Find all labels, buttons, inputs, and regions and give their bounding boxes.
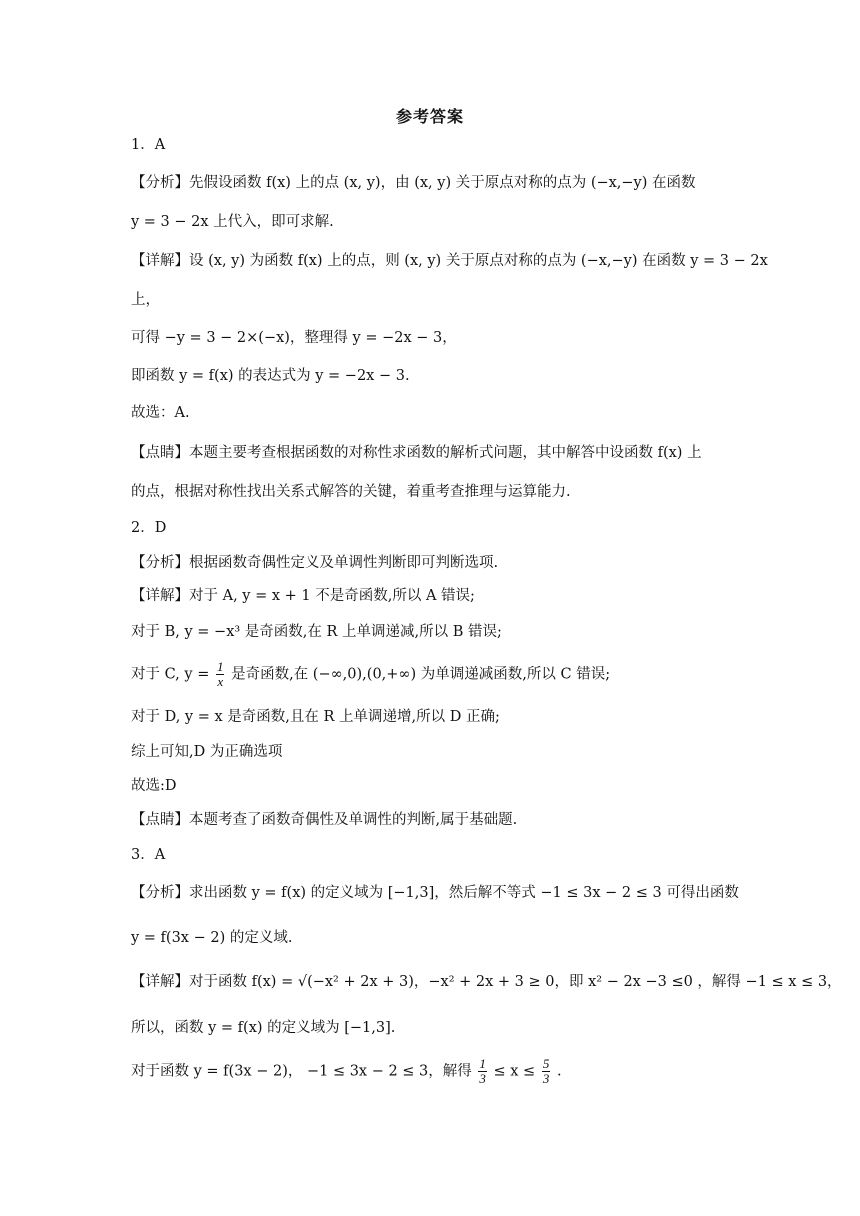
answer-2-comment: 【点睛】本题考查了函数奇偶性及单调性的判断,属于基础题. (131, 812, 518, 828)
answer-1-detail-line-2: 上， (131, 292, 160, 308)
answer-2-detail-c (131, 660, 610, 689)
fraction-numerator: 1 (479, 1056, 486, 1071)
answer-1-analysis-line-2: y = 3 − 2x 上代入，即可求解. (131, 214, 334, 230)
fraction-one-third (478, 1057, 487, 1086)
answer-3-detail-line-3 (131, 1057, 562, 1086)
detail-c-rest: 是奇函数,在 (−∞,0),(0,+∞) 为单调递减函数,所以 C 错误; (231, 666, 611, 683)
answer-2-analysis: 【分析】根据函数奇偶性定义及单调性判断即可判断选项. (131, 555, 499, 571)
fraction-denominator: 3 (479, 1071, 486, 1086)
answer-2-detail-a: 【详解】对于 A, y = x + 1 不是奇函数,所以 A 错误; (131, 588, 475, 604)
answer-1-comment-line-1: 【点睛】本题主要考查根据函数的对称性求函数的解析式问题，其中解答中设函数 f(x) 上 (131, 445, 702, 461)
fraction-numerator: 1 (216, 659, 224, 674)
answer-1-heading: 1．A (131, 137, 166, 153)
fraction-denominator: x (217, 674, 224, 689)
answer-3-analysis-line-2: y = f(3x − 2) 的定义域. (131, 930, 293, 946)
answer-1-detail-line-3: 可得 −y = 3 − 2×(−x)，整理得 y = −2x − 3， (131, 330, 457, 346)
answer-3-detail-line-1: 【详解】对于函数 f(x) = √(−x² + 2x + 3)，−x² + 2x + 3 ≥ 0，即 x² − 2x −3 ≤0 ，解得 −1 ≤ x ≤ 3， (131, 974, 842, 990)
answer-1-detail-line-1: 【详解】设 (x, y) 为函数 f(x) 上的点，则 (x, y) 关于原点对称的点为 (−x,−y) 在函数 y = 3 − 2x (131, 253, 768, 269)
answer-2-detail-d: 对于 D, y = x 是奇函数,且在 R 上单调递增,所以 D 正确; (131, 709, 500, 725)
answer-3-heading: 3．A (131, 847, 166, 863)
answer-1-detail-line-4: 即函数 y = f(x) 的表达式为 y = −2x − 3. (131, 368, 410, 384)
answer-2-heading: 2．D (131, 520, 167, 536)
fraction-denominator: 3 (542, 1071, 550, 1086)
answer-2-detail-b: 对于 B, y = −x³ 是奇函数,在 R 上单调递减,所以 B 错误; (131, 624, 502, 640)
page-title: 参考答案 (395, 107, 464, 126)
inequality-middle: ≤ x ≤ (493, 1063, 536, 1080)
answer-2-choice: 故选:D (131, 778, 177, 794)
answer-2-summary: 综上可知,D 为正确选项 (131, 744, 283, 760)
fraction-five-thirds (542, 1057, 551, 1086)
answer-1-comment-line-2: 的点，根据对称性找出关系式解答的关键，着重考查推理与运算能力. (131, 484, 571, 500)
answer-3-detail-line-2: 所以，函数 y = f(x) 的定义域为 [−1,3]. (131, 1020, 396, 1036)
fraction-numerator: 5 (542, 1056, 550, 1071)
answer-1-analysis-line-1: 【分析】先假设函数 f(x) 上的点 (x, y)，由 (x, y) 关于原点对称的点为 (−x,−y) 在函数 (131, 175, 696, 191)
detail-3-prefix: 对于函数 y = f(3x − 2)， −1 ≤ 3x − 2 ≤ 3，解得 (131, 1063, 472, 1080)
answer-3-analysis-line-1: 【分析】求出函数 y = f(x) 的定义域为 [−1,3]，然后解不等式 −1 ≤ 3x − 2 ≤ 3 可得出函数 (131, 885, 739, 901)
line-end-period: . (556, 1063, 562, 1080)
detail-c-prefix: 对于 C, y = (131, 666, 210, 683)
fraction-one-over-x (216, 660, 225, 689)
answer-1-choice: 故选：A. (131, 405, 190, 421)
